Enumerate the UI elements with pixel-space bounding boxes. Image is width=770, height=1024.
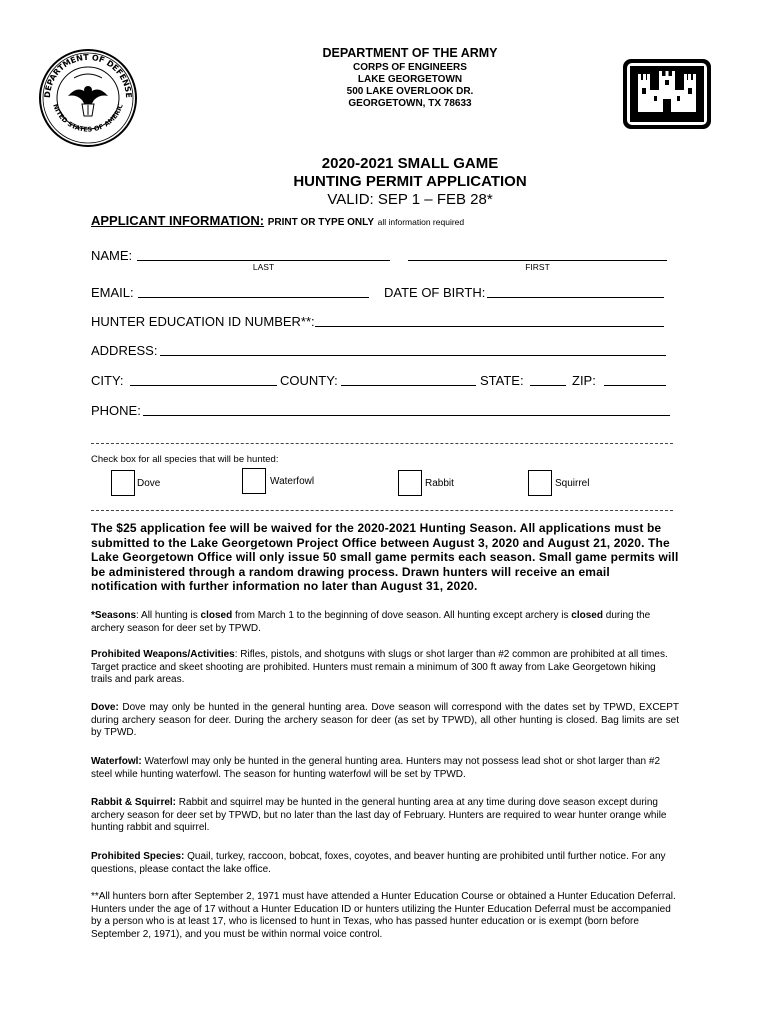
waterfowl-checkbox-label: Waterfowl [270,476,315,487]
rabbit-squirrel-text: Rabbit and squirrel may be hunted in the general hunting area at any time during dove season except during archery season for deer set by TPWD, but no later than the last day of February. Hunters are required to wear hunter orange while hunting rabbit and squirrel. [91,797,667,833]
first-name-caption: FIRST [525,262,550,272]
species-instruction: Check box for all species that will be hunted: [91,454,279,465]
dove-label: Dove: [91,702,119,713]
last-name-field[interactable] [137,260,390,261]
seasons-label: *Seasons [91,610,137,621]
squirrel-checkbox[interactable] [528,470,552,496]
department-name: DEPARTMENT OF THE ARMY [322,46,498,60]
date-of-birth-field[interactable] [487,297,664,298]
rabbit-checkbox[interactable] [398,470,422,496]
all-info-required-note: all information required [377,217,465,227]
fee-notice: The $25 application fee will be waived for the 2020-2021 Hunting Season. All applications must be submitted to the Lake Georgetown Project Office between August 3, 2020 and August 21, 2020. The Lake Georgetown Office will only issue 50 small game permits each season. Small game permits will be administered through a random drawing process. Drawn hunters will receive an email notification with further information no later than August 31, 2020. [91,521,679,593]
dove-text: Dove may only be hunted in the general hunting area. Dove season will correspond with the dates set by TPWD, EXCEPT during archery season for deer. During the archery season for deer (as set by TPWD), all other hunting is closed. Bag limits are set by TPWD. [91,702,679,738]
phone-field[interactable] [143,415,670,416]
hunter-education-note: **All hunters born after September 2, 1971 must have attended a Hunter Education Course or obtained a Hunter Education Deferral. Hunters under the age of 17 without a Hunter Education ID or hunters utilizing the Hunter Education Deferral must be accompanied by a person who is at least 17, who is licensed to hunt in Texas, who has passed hunter education or is exempt (born before September 2, 1971), and you must be within normal voice control. [91,891,676,940]
seal-bottom-text: NITED STATES OF AMERIC [51,102,125,134]
weapons-label: Prohibited Weapons/Activities [91,649,235,660]
date-of-birth-label: DATE OF BIRTH: [384,285,486,300]
seasons-paragraph [91,610,679,635]
dove-paragraph [91,702,679,740]
waterfowl-paragraph [91,756,679,781]
zip-label: ZIP: [572,373,596,388]
name-label: NAME: [91,248,133,263]
separator-bottom [91,510,673,511]
form-title-line1: 2020-2021 SMALL GAME [321,155,499,172]
zip-field[interactable] [604,385,666,386]
hunter-education-id-label: HUNTER EDUCATION ID NUMBER**: [91,314,315,329]
applicant-heading-label: APPLICANT INFORMATION: [91,213,265,228]
squirrel-checkbox-label: Squirrel [555,478,590,489]
header-line-address: 500 LAKE OVERLOOK DR. [346,86,474,97]
county-field[interactable] [341,385,476,386]
state-field[interactable] [530,385,566,386]
city-label: CITY: [91,373,124,388]
waterfowl-label: Waterfowl: [91,756,142,767]
rabbit-checkbox-label: Rabbit [425,478,454,489]
email-field[interactable] [138,297,369,298]
hunter-education-id-field[interactable] [315,326,664,327]
weapons-text: : Rifles, pistols, and shotguns with slugs or shot larger than #2 common are prohibited at all times. Target practice and skeet shooting are prohibited. Hunters must remain a minimum of 300 ft away from Lake Georgetown hiking trails and park areas. [91,649,668,685]
seasons-closed-1: closed [200,610,233,621]
department-of-defense-seal [38,48,138,148]
dove-checkbox-label: Dove [137,478,161,489]
rabbit-squirrel-label: Rabbit & Squirrel: [91,797,177,808]
county-label: COUNTY: [280,373,338,388]
seasons-text-3: during the archery season for deer set by TPWD. [91,610,651,634]
print-or-type-note: PRINT OR TYPE ONLY [267,217,375,228]
seal-top-text: DEPARTMENT OF DEFENSE [42,52,134,99]
email-label: EMAIL: [91,285,134,300]
city-field[interactable] [130,385,277,386]
last-name-caption: LAST [252,262,275,272]
state-label: STATE: [480,373,524,388]
applicant-info-heading [91,213,464,228]
seasons-closed-2: closed [571,610,603,621]
form-title-line2: HUNTING PERMIT APPLICATION [293,173,527,190]
first-name-field[interactable] [408,260,667,261]
address-field[interactable] [160,355,666,356]
seasons-text-2: from March 1 to the beginning of dove season. All hunting except archery is [232,610,572,621]
separator-top [91,443,673,444]
valid-dates: VALID: SEP 1 – FEB 28* [327,191,493,208]
phone-label: PHONE: [91,403,141,418]
waterfowl-text: Waterfowl may only be hunted in the general hunting area. Hunters may not possess lead shot or shot larger than #2 steel while hunting waterfowl. The season for hunting waterfowl will be set by TPWD. [91,756,661,780]
dove-checkbox[interactable] [111,470,135,496]
header-line-lake: LAKE GEORGETOWN [357,74,463,85]
prohibited-species-paragraph [91,851,679,876]
rabbit-squirrel-paragraph [91,797,679,835]
waterfowl-checkbox[interactable] [242,468,266,494]
corps-of-engineers-castle-logo [622,58,712,130]
prohibited-species-label: Prohibited Species: [91,851,185,862]
header-line-city: GEORGETOWN, TX 78633 [348,98,472,109]
address-label: ADDRESS: [91,343,158,358]
seasons-text-1: : All hunting is [136,610,201,621]
header-line-corps: CORPS OF ENGINEERS [353,62,467,73]
prohibited-species-text: Quail, turkey, raccoon, bobcat, foxes, coyotes, and beaver hunting are prohibited until further notice. For any questions, please contact the lake office. [91,851,666,875]
prohibited-weapons-paragraph [91,649,679,687]
